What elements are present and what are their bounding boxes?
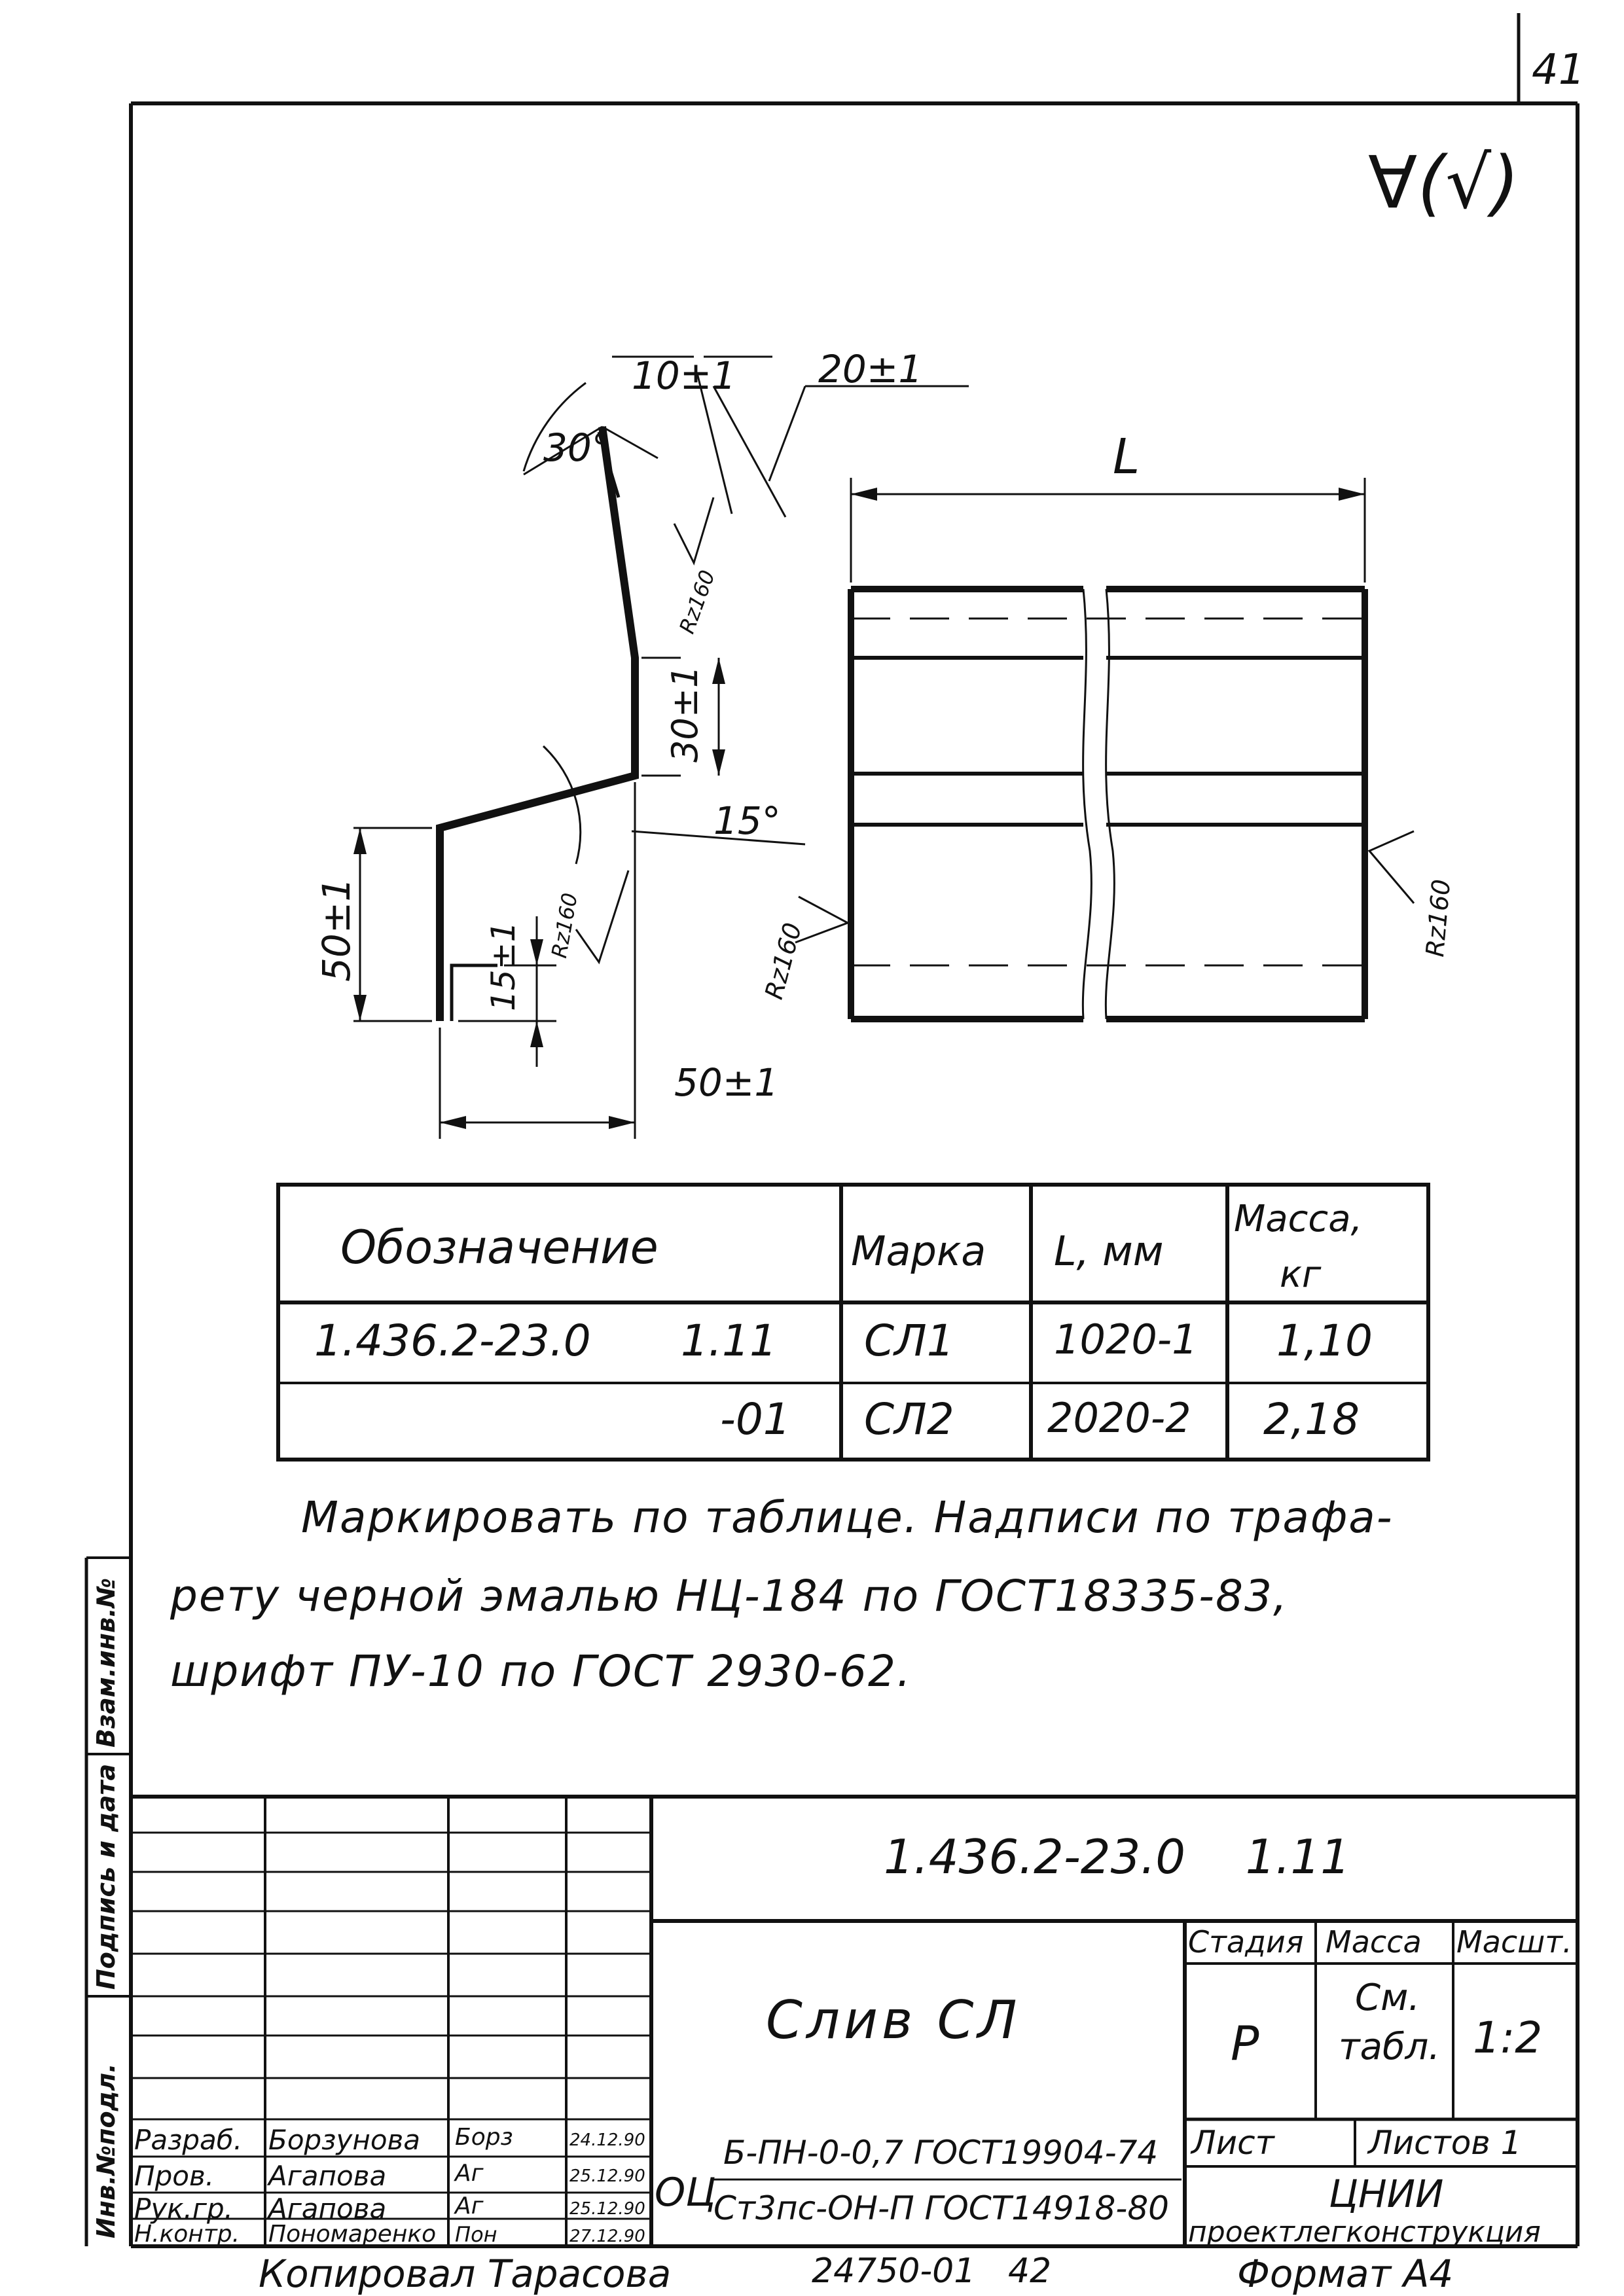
table-row-2-number: -01 xyxy=(720,1394,791,1444)
dim-30: 30±1 xyxy=(664,665,706,762)
person-name-4: Пономаренко xyxy=(268,2221,437,2248)
table-header-length: L, мм xyxy=(1054,1227,1164,1275)
table-row-2-mark: СЛ2 xyxy=(864,1394,954,1444)
roughness-symbol: ∀(√) xyxy=(1368,141,1520,224)
side-label-signature: Подпись и дата xyxy=(92,1763,120,1990)
table-row-1-number: 1.11 xyxy=(681,1316,777,1366)
table-row-1-mark: СЛ1 xyxy=(864,1316,954,1366)
person-role-3: Рук.гр. xyxy=(134,2193,233,2225)
person-role-1: Разраб. xyxy=(134,2124,243,2156)
person-name-1: Борзунова xyxy=(268,2124,421,2156)
mass-value-line-2: табл. xyxy=(1339,2026,1441,2068)
dim-10: 10±1 xyxy=(632,353,736,398)
dim-50-vertical: 50±1 xyxy=(314,877,359,982)
table-row-1-designation: 1.436.2-23.0 xyxy=(314,1316,591,1366)
person-date-1: 24.12.90 xyxy=(569,2130,645,2150)
material-line-2: Ст3пс-ОН-П ГОСТ14918-80 xyxy=(713,2189,1169,2227)
side-label-replacement: Взам.инв.№ xyxy=(92,1577,120,1748)
angle-30: 30° xyxy=(543,425,611,470)
table-row-1-mass: 1,10 xyxy=(1276,1316,1373,1366)
angle-15: 15° xyxy=(713,798,781,843)
material-line-1: Б-ПН-0-0,7 ГОСТ19904-74 xyxy=(723,2134,1159,2172)
roughness-label-right: Rz160 xyxy=(1420,878,1456,958)
person-date-4: 27.12.90 xyxy=(569,2227,645,2246)
roughness-label-1: Rz160 xyxy=(674,566,720,637)
sheet-label: Лист xyxy=(1191,2124,1274,2162)
table-row-1-length: 1020-1 xyxy=(1054,1316,1198,1363)
mass-value-line-1: См. xyxy=(1355,1977,1420,2019)
scale-label: Масшт. xyxy=(1456,1924,1572,1960)
note-line-3: шрифт ПУ-10 по ГОСТ 2930-62. xyxy=(170,1646,912,1696)
footer-number: 24750-01 42 xyxy=(812,2251,1052,2291)
table-row-2-mass: 2,18 xyxy=(1263,1394,1360,1444)
table-header-mass-unit: кг xyxy=(1280,1253,1322,1296)
person-sign-4: Пон xyxy=(455,2222,497,2247)
title-block-name: Слив СЛ xyxy=(766,1990,1021,2051)
table-header-mass: Масса, xyxy=(1234,1198,1363,1240)
sheet-number: 41 xyxy=(1532,46,1585,94)
table-header-designation: Обозначение xyxy=(340,1221,659,1274)
dim-15: 15±1 xyxy=(484,921,522,1011)
dim-L: L xyxy=(1113,429,1140,485)
note-line-1: Маркировать по таблице. Надписи по трафа- xyxy=(301,1492,1394,1543)
person-role-4: Н.контр. xyxy=(134,2221,240,2248)
person-name-3: Агапова xyxy=(268,2193,387,2225)
sheets-label: Листов 1 xyxy=(1368,2124,1522,2162)
note-line-2: рету черной эмалью НЦ-184 по ГОСТ18335-83, xyxy=(170,1571,1288,1621)
scale-value: 1:2 xyxy=(1473,2013,1543,2063)
dim-50-horizontal: 50±1 xyxy=(674,1060,779,1105)
side-label-inv-number: Инв.№подл. xyxy=(92,2063,120,2238)
person-sign-1: Борз xyxy=(455,2124,513,2151)
organization-line-2: проектлегконструкция xyxy=(1188,2215,1541,2249)
person-name-2: Агапова xyxy=(268,2160,387,2192)
organization-line-1: ЦНИИ xyxy=(1329,2172,1444,2216)
mass-label: Масса xyxy=(1326,1924,1422,1960)
footer-copied: Копировал Тарасова xyxy=(259,2251,672,2296)
table-header-mark: Марка xyxy=(851,1227,986,1275)
material-prefix: ОЦ xyxy=(655,2170,716,2215)
person-role-2: Пров. xyxy=(134,2160,215,2192)
stage-value: Р xyxy=(1231,2016,1259,2071)
person-date-3: 25.12.90 xyxy=(569,2199,645,2219)
roughness-label-left: Rz160 xyxy=(759,920,808,1003)
roughness-label-2: Rz160 xyxy=(547,891,583,960)
footer-format: Формат А4 xyxy=(1237,2251,1454,2296)
stage-label: Стадия xyxy=(1188,1924,1304,1960)
dim-20: 20±1 xyxy=(818,347,923,391)
person-sign-2: Аг xyxy=(455,2160,484,2187)
title-block-code: 1.436.2-23.0 1.11 xyxy=(884,1829,1350,1884)
person-sign-3: Аг xyxy=(455,2193,484,2219)
table-row-2-length: 2020-2 xyxy=(1047,1394,1191,1442)
person-date-2: 25.12.90 xyxy=(569,2166,645,2186)
